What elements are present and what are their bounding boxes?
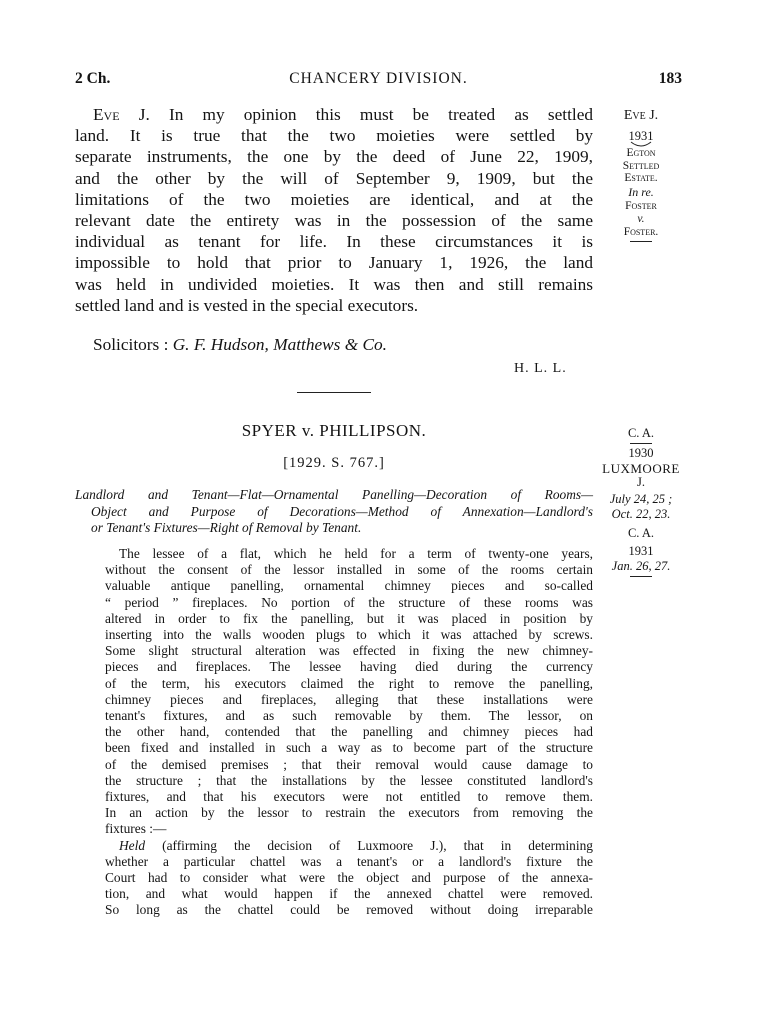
held-line: Held (affirming the decision of Luxmoore J.), that in determining <box>119 837 593 853</box>
margin-note-current-case <box>592 425 690 579</box>
held-word: Held <box>119 837 146 853</box>
headnote-line: been fixed and installed in such a way as to become part of the structure <box>105 740 593 756</box>
solicitors-label: Solicitors : <box>93 335 169 354</box>
margin-dates: Jan. 26, 27. <box>611 559 671 573</box>
report-volume: 2 Ch. <box>75 70 111 87</box>
section-divider <box>297 392 371 393</box>
case-citation: [1929. S. 767.] <box>283 455 385 471</box>
division-title: CHANCERY DIVISION. <box>289 70 468 87</box>
margin-case-name: Foster <box>625 199 657 212</box>
page-number: 183 <box>658 70 682 87</box>
margin-case-name: In re. <box>628 184 654 199</box>
headnote-line: of the term, his executors claimed the right to remove the panelling, <box>105 675 593 691</box>
margin-note-previous-case <box>604 106 678 244</box>
headnote-line: without the consent of the lessor installed in some of the rooms certain <box>105 562 593 578</box>
margin-dates: Oct. 22, 23. <box>611 507 671 521</box>
margin-judge: Eve J. <box>623 108 659 123</box>
catchword-line: or Tenant's Fixtures—Right of Removal by Tenant. <box>91 520 362 535</box>
headnote-line: the structure ; that the installations by the lessee constituted landlord's <box>105 772 593 788</box>
headnote <box>105 546 593 919</box>
catchword-line: Landlord and Tenant—Flat—Ornamental Panelling—Decoration of Rooms— <box>75 487 593 502</box>
margin-case-name: Estate. <box>624 172 658 184</box>
reporter-initials: H. L. L. <box>514 361 567 376</box>
held-line: whether a particular chattel was a tenant's or a landlord's fixture the <box>105 853 593 869</box>
headnote-line: chimney pieces and fireplaces, alleging that these installations were <box>105 691 593 707</box>
headnote-line: fixtures :— <box>105 821 167 837</box>
margin-case-name: Foster. <box>623 225 659 238</box>
solicitors-line <box>93 335 387 355</box>
judgment-line: was held in undivided moieties. It was then and still remains <box>75 274 593 294</box>
held-line: So long as the chattel could be removed without doing irreparable <box>105 902 593 918</box>
headnote-line: fixtures, and that his executors were not entitled to remove them. <box>105 789 593 805</box>
judgment-line: relevant date the entirety was in the possession of the same <box>75 210 593 230</box>
held-line: Court had to consider what were the object and purpose of the annexa- <box>105 870 593 886</box>
headnote-line: The lessee of a flat, which he held for a term of twenty-one years, <box>119 546 593 561</box>
headnote-line: inserting into the walls wooden plugs to which it was attached by screws. <box>105 627 593 643</box>
headnote-line: In an action by the lessor to restrain the executors from removing the <box>105 805 593 821</box>
judgment-line: and the other by the will of September 9, 1909, but the <box>75 168 593 188</box>
headnote-line: “ period ” fireplaces. No portion of the structure of these rooms was <box>105 594 593 610</box>
judgment-line: land. It is true that the two moieties were settled by <box>75 126 593 146</box>
headnote-line: valuable antique panelling, ornamental chimney pieces and so-called <box>105 578 593 594</box>
margin-case-name: v. <box>637 212 645 225</box>
margin-judge: LUXMOORE <box>602 461 680 476</box>
case-title: SPYER v. PHILLIPSON. <box>241 421 427 440</box>
margin-year: 1931 <box>628 129 654 143</box>
running-header <box>75 70 682 94</box>
solicitors-names: G. F. Hudson, Matthews & Co. <box>172 335 387 354</box>
judgment-line: Eve J. In my opinion this must be treated as settled <box>93 105 594 124</box>
margin-case-name: Settled <box>622 159 660 172</box>
catchword-line: Object and Purpose of Decorations—Method of Annexation—Landlord's <box>91 503 593 519</box>
headnote-line: altered in order to fix the panelling, but it was placed in position by <box>105 610 593 626</box>
headnote-line: tenant's fixtures, and as such removable by them. The lessor, on <box>105 708 593 724</box>
judgment-line: individual as tenant for life. In these circumstances it is <box>75 232 593 252</box>
judgment-line: settled land and is vested in the special executors. <box>75 295 419 315</box>
margin-rule <box>630 576 652 577</box>
margin-case-name: Egton <box>626 147 656 159</box>
judge-name: Eve J. <box>93 105 150 124</box>
margin-judge-suffix: J. <box>637 475 645 489</box>
margin-dates: July 24, 25 ; <box>609 492 673 506</box>
catchwords <box>75 487 593 537</box>
margin-year: 1931 <box>628 544 654 558</box>
headnote-line: the other hand, contended that the panelling and chimney pieces had <box>105 724 593 740</box>
judgment-line: limitations of the two moieties are identical, and at the <box>75 189 593 209</box>
judgment-line: separate instruments, the one by the deed of June 22, 1909, <box>75 147 593 167</box>
margin-court: C. A. <box>627 426 655 440</box>
held-line: tion, and what would happen if the annexed chattel were removed. <box>105 886 593 902</box>
headnote-line: Some slight structural alteration was effected in fixing the new chimney- <box>105 643 593 659</box>
margin-rule <box>630 241 652 242</box>
margin-court: C. A. <box>627 526 655 540</box>
judgment-line: impossible to hold that prior to January 1, 1926, the land <box>75 253 593 273</box>
headnote-line: of the demised premises ; that their removal would cause damage to <box>105 756 593 772</box>
margin-rule <box>630 443 652 444</box>
margin-year: 1930 <box>628 446 654 460</box>
headnote-line: pieces and fireplaces. The lessee having died during the currency <box>105 659 593 675</box>
judgment-paragraph <box>75 104 593 316</box>
